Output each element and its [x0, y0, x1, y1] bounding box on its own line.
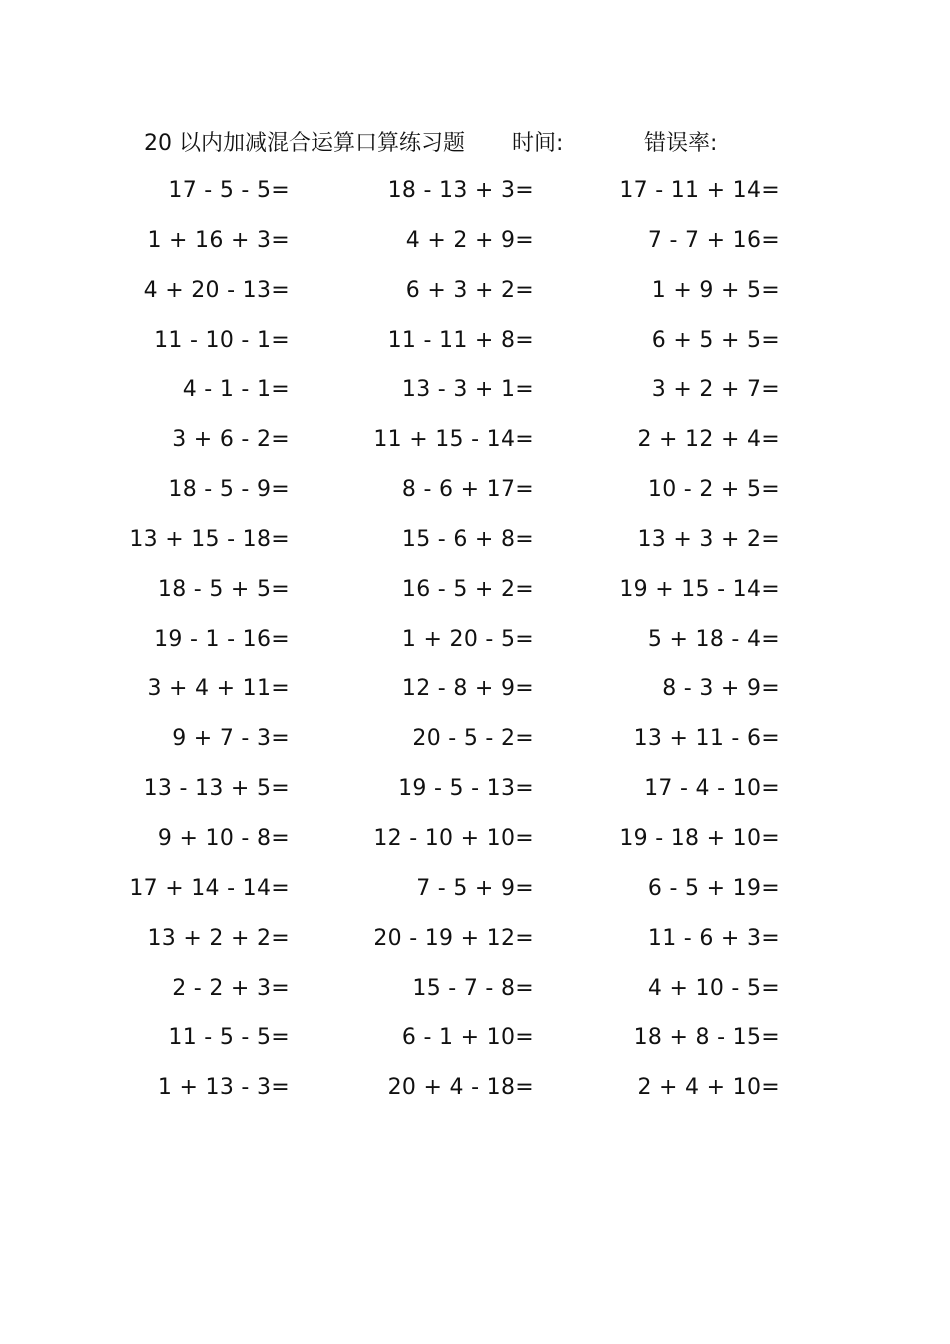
arithmetic-problem: 11 - 11 + 8=	[387, 327, 534, 353]
arithmetic-problem: 19 - 1 - 16=	[154, 626, 290, 652]
arithmetic-problem: 6 - 1 + 10=	[401, 1025, 534, 1051]
arithmetic-problem: 4 + 20 - 13=	[143, 277, 290, 303]
arithmetic-problem: 19 + 15 - 14=	[619, 576, 780, 602]
arithmetic-problem: 6 + 5 + 5=	[651, 327, 780, 353]
arithmetic-problem: 1 + 20 - 5=	[401, 626, 534, 652]
arithmetic-problem: 18 - 5 + 5=	[157, 576, 290, 602]
arithmetic-problem: 12 - 8 + 9=	[401, 676, 534, 702]
problem-grid	[0, 166, 950, 1113]
problem-row	[0, 1063, 950, 1113]
arithmetic-problem: 6 + 3 + 2=	[405, 277, 534, 303]
arithmetic-problem: 13 + 15 - 18=	[129, 526, 290, 552]
arithmetic-problem: 7 - 5 + 9=	[416, 875, 534, 901]
problem-row	[0, 964, 950, 1014]
arithmetic-problem: 10 - 2 + 5=	[647, 477, 780, 503]
problem-row	[0, 1013, 950, 1063]
arithmetic-problem: 6 - 5 + 19=	[647, 875, 780, 901]
arithmetic-problem: 11 - 10 - 1=	[154, 327, 290, 353]
arithmetic-problem: 1 + 9 + 5=	[651, 277, 780, 303]
problem-row	[0, 714, 950, 764]
problem-row	[0, 814, 950, 864]
arithmetic-problem: 13 + 2 + 2=	[147, 925, 290, 951]
problem-row	[0, 166, 950, 216]
arithmetic-problem: 20 - 19 + 12=	[373, 925, 534, 951]
arithmetic-problem: 20 - 5 - 2=	[412, 726, 534, 752]
arithmetic-problem: 1 + 16 + 3=	[147, 227, 290, 253]
arithmetic-problem: 4 + 10 - 5=	[647, 975, 780, 1001]
problem-row	[0, 266, 950, 316]
arithmetic-problem: 18 - 5 - 9=	[168, 477, 290, 503]
arithmetic-problem: 17 - 4 - 10=	[644, 776, 780, 802]
worksheet-title: 20 以内加减混合运算口算练习题	[144, 131, 465, 156]
arithmetic-problem: 11 + 15 - 14=	[373, 427, 534, 453]
arithmetic-problem: 8 - 3 + 9=	[662, 676, 780, 702]
problem-row	[0, 365, 950, 415]
problem-row	[0, 615, 950, 665]
problem-row	[0, 565, 950, 615]
arithmetic-problem: 9 + 10 - 8=	[157, 825, 290, 851]
problem-row	[0, 515, 950, 565]
problem-row	[0, 864, 950, 914]
error-rate-label: 错误率:	[644, 131, 718, 156]
arithmetic-problem: 17 - 11 + 14=	[619, 178, 780, 203]
problem-row	[0, 216, 950, 266]
arithmetic-problem: 13 - 13 + 5=	[143, 776, 290, 802]
problem-row	[0, 664, 950, 714]
arithmetic-problem: 13 + 3 + 2=	[637, 526, 780, 552]
arithmetic-problem: 7 - 7 + 16=	[647, 227, 780, 253]
arithmetic-problem: 17 - 5 - 5=	[168, 178, 290, 203]
arithmetic-problem: 19 - 5 - 13=	[398, 776, 534, 802]
arithmetic-problem: 19 - 18 + 10=	[619, 825, 780, 851]
problem-row	[0, 465, 950, 515]
arithmetic-problem: 4 + 2 + 9=	[405, 227, 534, 253]
arithmetic-problem: 3 + 4 + 11=	[147, 676, 290, 702]
arithmetic-problem: 17 + 14 - 14=	[129, 875, 290, 901]
problem-row	[0, 415, 950, 465]
arithmetic-problem: 11 - 5 - 5=	[168, 1025, 290, 1051]
arithmetic-problem: 2 - 2 + 3=	[172, 975, 290, 1001]
arithmetic-problem: 11 - 6 + 3=	[647, 925, 780, 951]
arithmetic-problem: 13 - 3 + 1=	[401, 377, 534, 403]
arithmetic-problem: 20 + 4 - 18=	[387, 1075, 534, 1101]
arithmetic-problem: 2 + 4 + 10=	[637, 1075, 780, 1101]
arithmetic-problem: 15 - 6 + 8=	[401, 526, 534, 552]
worksheet-header	[0, 124, 950, 164]
arithmetic-problem: 12 - 10 + 10=	[373, 825, 534, 851]
problem-row	[0, 316, 950, 366]
arithmetic-problem: 3 + 6 - 2=	[172, 427, 290, 453]
arithmetic-problem: 1 + 13 - 3=	[157, 1075, 290, 1101]
arithmetic-problem: 16 - 5 + 2=	[401, 576, 534, 602]
problem-row	[0, 914, 950, 964]
problem-row	[0, 764, 950, 814]
arithmetic-problem: 8 - 6 + 17=	[401, 477, 534, 503]
time-label: 时间:	[512, 131, 564, 156]
arithmetic-problem: 5 + 18 - 4=	[647, 626, 780, 652]
arithmetic-problem: 9 + 7 - 3=	[172, 726, 290, 752]
arithmetic-problem: 4 - 1 - 1=	[182, 377, 290, 403]
arithmetic-problem: 13 + 11 - 6=	[633, 726, 780, 752]
arithmetic-problem: 2 + 12 + 4=	[637, 427, 780, 453]
arithmetic-problem: 18 + 8 - 15=	[633, 1025, 780, 1051]
arithmetic-problem: 3 + 2 + 7=	[651, 377, 780, 403]
arithmetic-problem: 15 - 7 - 8=	[412, 975, 534, 1001]
arithmetic-problem: 18 - 13 + 3=	[387, 178, 534, 203]
